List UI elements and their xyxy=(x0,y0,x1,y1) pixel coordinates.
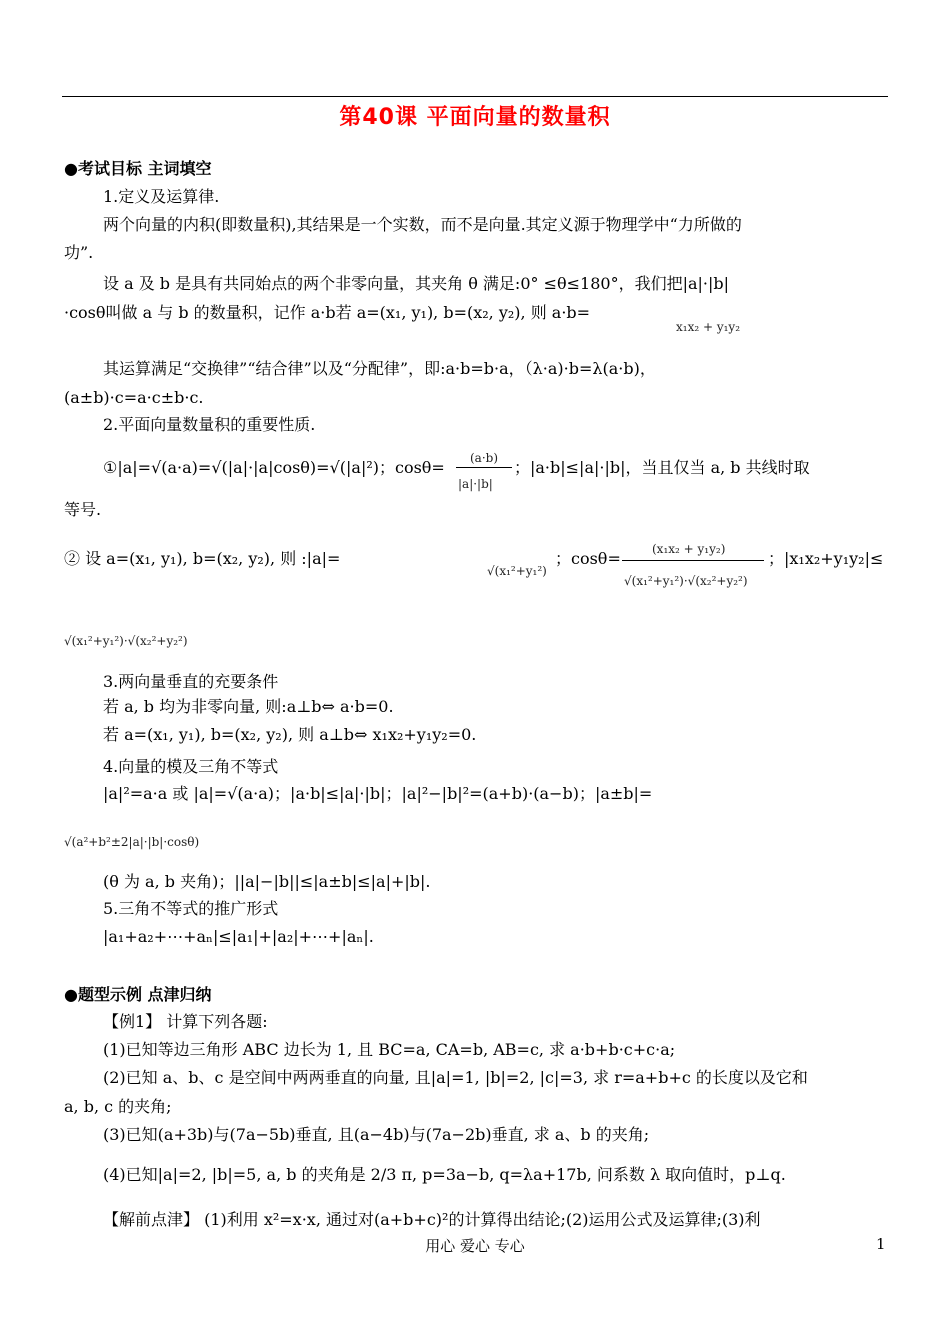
text-line: 2.平面向量数量积的重要性质. xyxy=(103,415,316,434)
formula-numerator: (a·b) xyxy=(470,451,499,465)
fraction-bar xyxy=(622,560,764,561)
formula-dot-product: x₁x₂ + y₁y₂ xyxy=(676,320,741,334)
text-line: (a±b)·c=a·c±b·c. xyxy=(64,388,204,407)
text-line: |a|²=a·a 或 |a|=√(a·a)；|a·b|≤|a|·|b|；|a|²−|b|²=(a+b)·(a−b)；|a±b|= xyxy=(103,784,653,803)
formula-bound: √(x₁²+y₁²)·√(x₂²+y₂²) xyxy=(64,634,188,648)
text-line: 功”. xyxy=(64,243,94,262)
formula-sum-magnitude: √(a²+b²±2|a|·|b|·cosθ) xyxy=(64,835,200,849)
page-title: 第40课 平面向量的数量积 xyxy=(339,105,611,130)
text-line: 其运算满足“交换律”“结合律”以及“分配律”，即:a·b=b·a，（λ·a)·b=λ(a·b)， xyxy=(103,359,656,378)
text-line: 3.两向量垂直的充要条件 xyxy=(103,672,279,691)
text-line: ·cosθ叫做 a 与 b 的数量积，记作 a·b若 a=(x₁, y₁), b=(x₂, y₂), 则 a·b= xyxy=(64,303,591,322)
text-line: 若 a=(x₁, y₁), b=(x₂, y₂), 则 a⊥b⇔ x₁x₂+y₁y₂=0. xyxy=(103,725,477,744)
text-line: 等号. xyxy=(64,500,102,519)
example-line: (2)已知 a、b、c 是空间中两两垂直的向量, 且|a|=1, |b|=2, |c|=3, 求 r=a+b+c 的长度以及它和 xyxy=(103,1068,808,1087)
header-rule xyxy=(62,96,888,97)
text-line: 5.三角不等式的推广形式 xyxy=(103,899,279,918)
text-line: 4.向量的模及三角不等式 xyxy=(103,757,279,776)
fraction-bar xyxy=(456,467,512,468)
example-line: (1)已知等边三角形 ABC 边长为 1, 且 BC=a, CA=b, AB=c, 求 a·b+b·c+c·a; xyxy=(103,1040,676,1059)
section-heading-goals: ●考试目标 主词填空 xyxy=(64,159,212,178)
example-line: (3)已知(a+3b)与(7a−5b)垂直, 且(a−4b)与(7a−2b)垂直, 求 a、b 的夹角; xyxy=(103,1125,650,1144)
text-line: ；|a·b|≤|a|·|b|，当且仅当 a, b 共线时取 xyxy=(514,458,810,477)
text-line: (θ 为 a, b 夹角)；||a|−|b||≤|a±b|≤|a|+|b|. xyxy=(103,872,431,891)
text-line: |a₁+a₂+⋯+aₙ|≤|a₁|+|a₂|+⋯+|aₙ|. xyxy=(103,927,374,946)
text-line: 1.定义及运算律. xyxy=(103,187,220,206)
text-line: 两个向量的内积(即数量积),其结果是一个实数，而不是向量.其定义源于物理学中“力所做的 xyxy=(103,215,742,234)
text-line: ①|a|=√(a·a)=√(|a|·|a|cosθ)=√(|a|²)；cosθ= xyxy=(103,458,445,477)
text-line: ；cosθ= xyxy=(555,549,621,568)
formula-denominator: |a|·|b| xyxy=(458,477,493,491)
page-number: 1 xyxy=(876,1235,886,1253)
example-line: 【解前点津】 (1)利用 x²=x·x, 通过对(a+b+c)²的计算得出结论;(2)运用公式及运算律;(3)利 xyxy=(103,1210,761,1229)
example-line: a, b, c 的夹角; xyxy=(64,1097,172,1116)
formula-denominator: √(x₁²+y₁²)·√(x₂²+y₂²) xyxy=(624,574,748,588)
section-heading-examples: ●题型示例 点津归纳 xyxy=(64,985,212,1004)
formula-magnitude: √(x₁²+y₁²) xyxy=(487,564,547,578)
formula-numerator: (x₁x₂ + y₁y₂) xyxy=(652,542,726,556)
text-line: 若 a, b 均为非零向量, 则:a⊥b⇔ a·b=0. xyxy=(103,697,394,716)
example-line: (4)已知|a|=2, |b|=5, a, b 的夹角是 2/3 π, p=3a−b, q=λa+17b, 问系数 λ 取向值时，p⊥q. xyxy=(103,1165,786,1184)
text-line: ② 设 a=(x₁, y₁), b=(x₂, y₂), 则 :|a|= xyxy=(64,549,341,568)
text-line: 设 a 及 b 是具有共同始点的两个非零向量，其夹角 θ 满足:0° ≤θ≤180°，我们把|a|·|b| xyxy=(103,274,730,293)
text-line: ；|x₁x₂+y₁y₂|≤ xyxy=(768,549,884,568)
example-line: 【例1】 计算下列各题: xyxy=(103,1012,268,1031)
page-footer: 用心 爱心 专心 xyxy=(425,1237,525,1255)
